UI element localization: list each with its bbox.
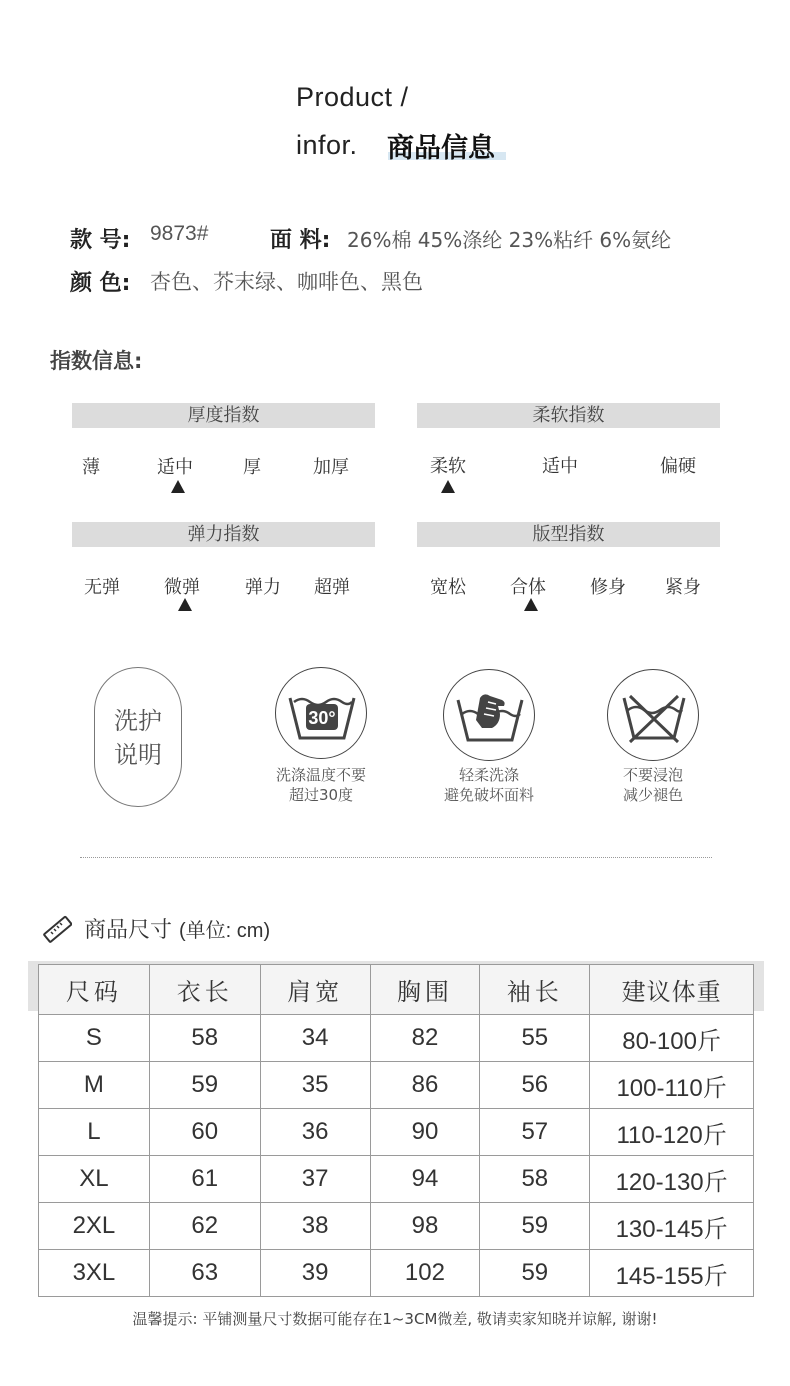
table-cell: 86 [370, 1062, 480, 1109]
size-section-title [84, 913, 270, 944]
column-header: 胸围 [370, 965, 480, 1015]
color-value: 杏色、芥末绿、咖啡色、黑色 [150, 270, 423, 294]
elasticity-option: 弹力 [245, 577, 281, 598]
table-cell: 37 [260, 1156, 370, 1203]
fit-option: 修身 [590, 577, 626, 598]
table-cell: S [39, 1015, 150, 1062]
table-row [39, 1062, 754, 1109]
table-cell: 59 [480, 1250, 590, 1297]
care-caption-line2: 减少褪色 [622, 786, 683, 804]
table-row [39, 1203, 754, 1250]
table-cell: 2XL [39, 1203, 150, 1250]
table-row [39, 1109, 754, 1156]
fit-option: 紧身 [665, 577, 701, 598]
table-cell: 58 [149, 1015, 260, 1062]
style-value: 9873# [150, 222, 209, 245]
care-caption [262, 765, 380, 805]
thickness-option: 加厚 [313, 457, 349, 478]
hand-wash-icon [443, 669, 535, 761]
table-cell: 39 [260, 1250, 370, 1297]
care-label-line1: 洗护 [114, 707, 162, 735]
care-caption-line2: 避免破坏面料 [443, 786, 534, 804]
table-row [39, 1250, 754, 1297]
thickness-option: 适中 [157, 457, 193, 478]
table-cell: 57 [480, 1109, 590, 1156]
table-cell: 102 [370, 1250, 480, 1297]
care-label-line2: 说明 [114, 741, 162, 769]
do-not-soak-icon [607, 669, 699, 761]
header-en-line1: Product / [296, 82, 409, 112]
size-table [38, 964, 754, 1297]
ruler-icon [42, 915, 72, 945]
color-label: 颜 色: [70, 271, 131, 296]
table-cell: 56 [480, 1062, 590, 1109]
size-title-text: 商品尺寸 [84, 918, 173, 943]
column-header: 尺码 [39, 965, 150, 1015]
wash-30-degree-icon [275, 667, 367, 759]
divider [80, 857, 712, 858]
header-en-line2: infor. [296, 130, 358, 160]
table-cell: 82 [370, 1015, 480, 1062]
fit-option: 合体 [510, 577, 546, 598]
fabric-label: 面 料: [270, 228, 331, 253]
table-cell: 35 [260, 1062, 370, 1109]
table-cell: 63 [149, 1250, 260, 1297]
table-cell: 110-120斤 [590, 1109, 754, 1156]
care-caption-line1: 不要浸泡 [622, 766, 683, 784]
elasticity-option: 超弹 [314, 577, 350, 598]
table-cell: 34 [260, 1015, 370, 1062]
table-cell: 59 [480, 1203, 590, 1250]
table-cell: 130-145斤 [590, 1203, 754, 1250]
table-row [39, 1015, 754, 1062]
style-label: 款 号: [70, 228, 131, 253]
table-cell: 3XL [39, 1250, 150, 1297]
column-header: 袖长 [480, 965, 590, 1015]
table-cell: 55 [480, 1015, 590, 1062]
index-section-title: 指数信息: [50, 349, 143, 373]
table-row [39, 1156, 754, 1203]
table-cell: 61 [149, 1156, 260, 1203]
table-cell: 38 [260, 1203, 370, 1250]
wash-temp-badge: 30° [308, 708, 336, 728]
table-cell: 80-100斤 [590, 1015, 754, 1062]
selected-marker-icon [441, 480, 455, 493]
column-header: 建议体重 [590, 965, 754, 1015]
thickness-index-bar: 厚度指数 [72, 403, 375, 428]
table-cell: 62 [149, 1203, 260, 1250]
thickness-option: 厚 [243, 457, 261, 478]
table-header-row [39, 965, 754, 1015]
table-cell: M [39, 1062, 150, 1109]
table-cell: 120-130斤 [590, 1156, 754, 1203]
selected-marker-icon [171, 480, 185, 493]
size-unit: (单位: cm) [179, 920, 271, 942]
care-caption-line2: 超过30度 [288, 786, 354, 804]
table-cell: 98 [370, 1203, 480, 1250]
table-cell: 60 [149, 1109, 260, 1156]
softness-option: 柔软 [430, 456, 466, 477]
table-cell: 145-155斤 [590, 1250, 754, 1297]
table-cell: 36 [260, 1109, 370, 1156]
care-label-pill [94, 667, 182, 807]
selected-marker-icon [178, 598, 192, 611]
thickness-option: 薄 [82, 457, 100, 478]
fit-option: 宽松 [430, 577, 466, 598]
page-title: 商品信息 [387, 133, 495, 164]
table-cell: 90 [370, 1109, 480, 1156]
fit-index-bar: 版型指数 [417, 522, 720, 547]
elasticity-option: 无弹 [84, 577, 120, 598]
softness-index-bar: 柔软指数 [417, 403, 720, 428]
column-header: 衣长 [149, 965, 260, 1015]
table-cell: 58 [480, 1156, 590, 1203]
table-cell: L [39, 1109, 150, 1156]
softness-option: 偏硬 [660, 456, 696, 477]
size-note: 温馨提示: 平铺测量尺寸数据可能存在1~3CM微差, 敬请卖家知晓并谅解, 谢谢! [132, 1310, 658, 1328]
table-cell: 94 [370, 1156, 480, 1203]
column-header: 肩宽 [260, 965, 370, 1015]
care-caption-line1: 轻柔洗涤 [458, 766, 519, 784]
elasticity-index-bar: 弹力指数 [72, 522, 375, 547]
fabric-value: 26%棉 45%涤纶 23%粘纤 6%氨纶 [347, 228, 672, 252]
care-caption [604, 765, 702, 805]
selected-marker-icon [524, 598, 538, 611]
care-caption-line1: 洗涤温度不要 [275, 766, 366, 784]
softness-option: 适中 [542, 456, 578, 477]
care-caption [432, 765, 546, 805]
table-cell: 59 [149, 1062, 260, 1109]
table-cell: XL [39, 1156, 150, 1203]
table-cell: 100-110斤 [590, 1062, 754, 1109]
elasticity-option: 微弹 [164, 577, 200, 598]
